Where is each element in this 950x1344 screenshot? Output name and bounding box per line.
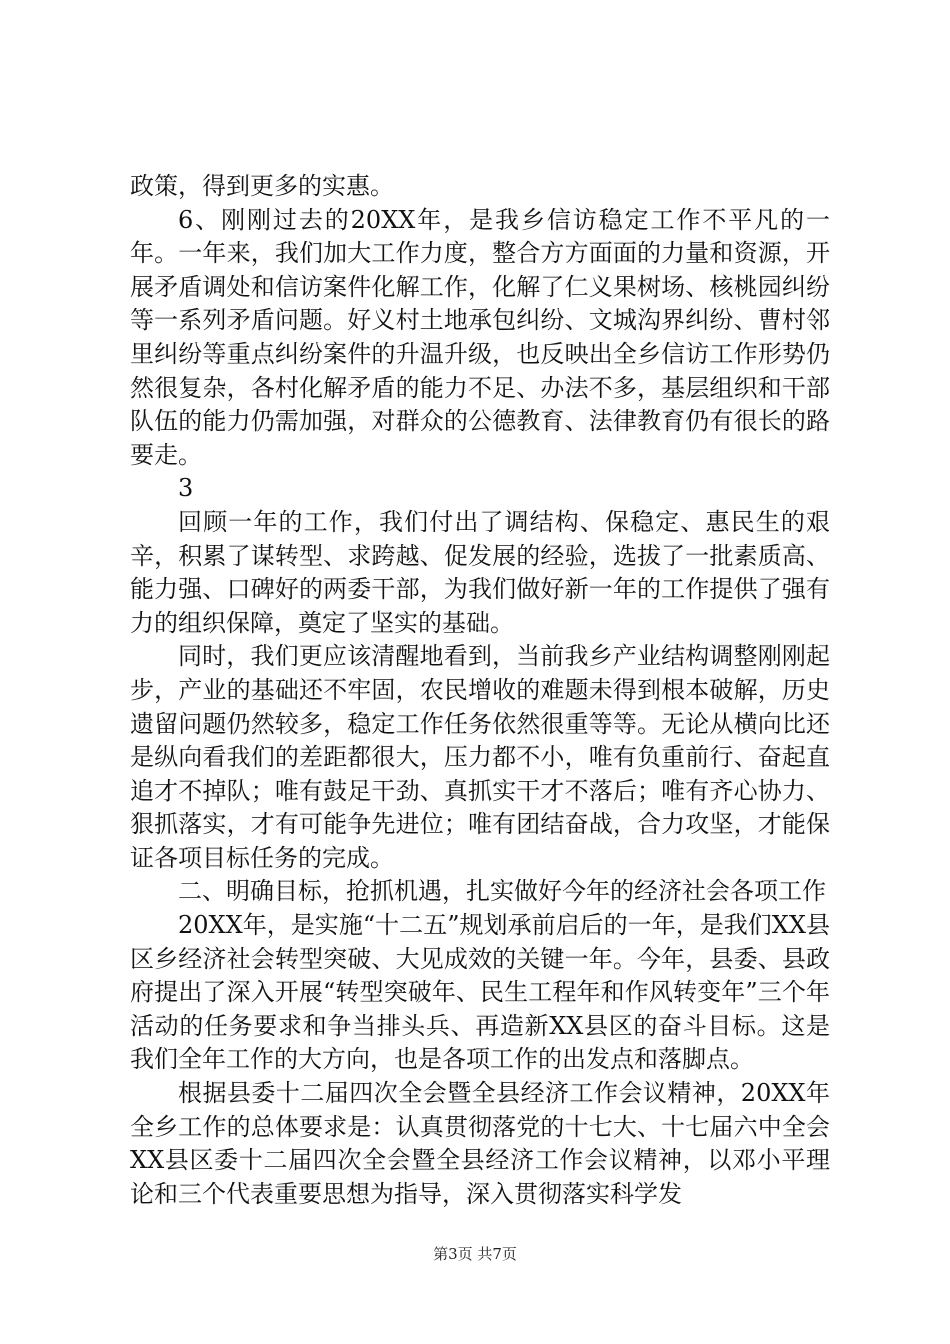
paragraph-1: 政策，得到更多的实惠。 — [130, 172, 394, 200]
section-heading-2: 二、明确目标，抢抓机遇，扎实做好今年的经济社会各项工作 — [178, 877, 826, 906]
paragraph-4: 同时，我们更应该清醒地看到，当前我乡产业结构调整刚刚起步，产业的基础还不牢固，农民增收的难题未得到根本破解，历史遗留问题仍然较多，稳定工作任务依然很重等等。无论从横向比还是纵向看我们的差距都很大，压力都不小，唯有负重前行、奋起直追才不掉队；唯有鼓足干劲、真抓实干才不落后；唯有齐心协力、狠抓落实，才有可能争先进位；唯有团结奋战，合力攻坚，才能保证各项目标任务的完成。 — [130, 642, 830, 872]
paragraph-5: 20XX年，是实施“十二五”规划承前启后的一年，是我们XX县区乡经济社会转型突破、大见成效的关键一年。今年，县委、县政府提出了深入开展“转型突破年、民生工程年和作风转变年”三个年活动的任务要求和争当排头兵、再造新XX县区的奋斗目标。这是我们全年工作的大方向，也是各项工作的出发点和落脚点。 — [130, 911, 830, 1074]
paragraph-3: 回顾一年的工作，我们付出了调结构、保稳定、惠民生的艰辛，积累了谋转型、求跨越、促发展的经验，选拔了一批素质高、能力强、口碑好的两委干部，为我们做好新一年的工作提供了强有力的组织保障，奠定了坚实的基础。 — [130, 507, 830, 637]
document-body — [130, 170, 830, 1211]
paragraph-6: 根据县委十二届四次全会暨全县经济工作会议精神，20XX年全乡工作的总体要求是：认真贯彻落党的十七大、十七届六中全会XX县区委十二届四次全会暨全县经济工作会议精神，以邓小平理论和三个代表重要思想为指导，深入贯彻落实科学发 — [130, 1079, 830, 1208]
page-footer: 第3页 共7页 — [433, 1245, 517, 1263]
paragraph-2: 6、刚刚过去的20XX年，是我乡信访稳定工作不平凡的一年。一年来，我们加大工作力度，整合方方面面的力量和资源，开展矛盾调处和信访案件化解工作，化解了仁义果树场、核桃园纠纷等一系列矛盾问题。好义村土地承包纠纷、文城沟界纠纷、曹村邻里纠纷等重点纠纷案件的升温升级，也反映出全乡信访工作形势仍然很复杂，各村化解矛盾的能力不足、办法不多，基层组织和干部队伍的能力仍需加强，对群众的公德教育、法律教育仍有很长的路要走。 — [130, 205, 830, 469]
page-number-marker: 3 — [178, 474, 194, 503]
